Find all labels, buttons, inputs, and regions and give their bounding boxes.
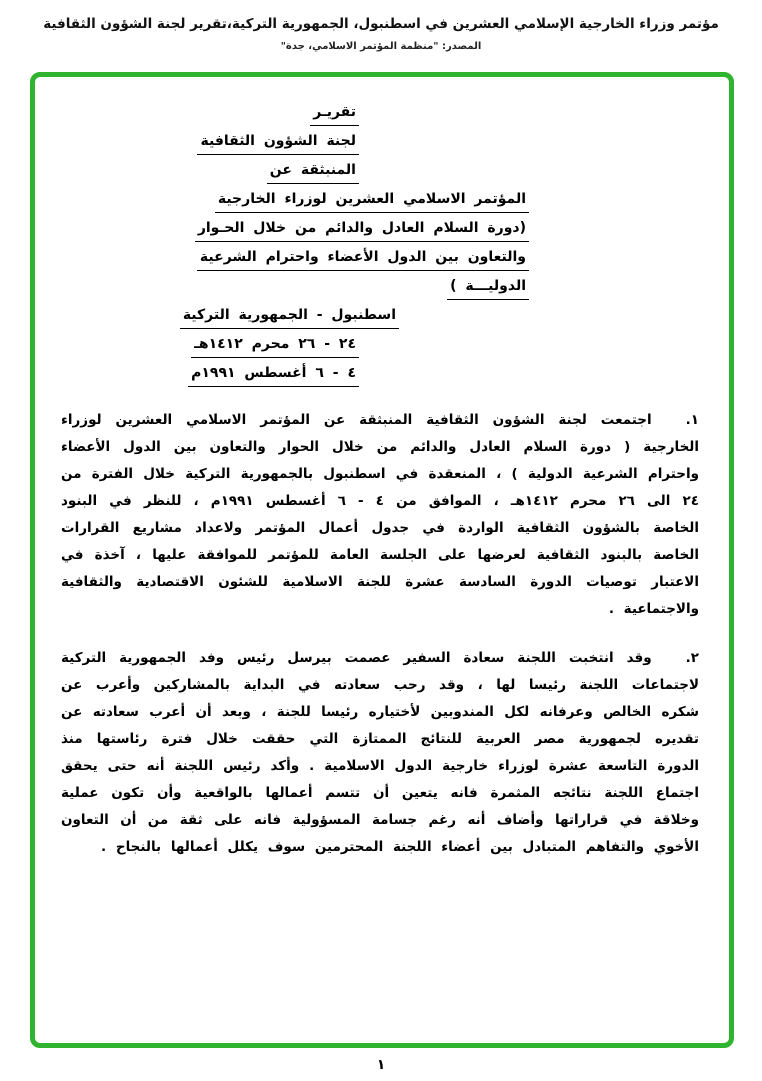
paragraph-1-text: اجتمعت لجنة الشؤون الثقافية المنبثقة عن المؤتمر الاسلامي العشرين لوزراء الخارجية ( دورة السلام العادل والدائم من خلال الحوار والتعاون بين الدول الأعضاء واحترام الشرعية الدولية ) ، المنعقدة في اسطنبول بالجمهورية التركية خلال الفترة من ٢٤ الى ٢٦ محرم ١٤١٢هـ ، الموافق من ٤ - ٦ أغسطس ١٩٩١م ، للنظر في البنود الخاصة بالشؤون الثقافية الواردة في جدول أعمال المؤتمر ولاعداد مشاريع القرارات الخاصة بالبنود الثقافية لعرضها على الجلسة العامة للمؤتمر للموافقة عليها ، آخذة في الاعتبار توصيات الدورة السادسة عشرة للجنة الاسلامية للشئون الاقتصادية والثقافية والاجتماعية . [61, 412, 699, 617]
document-frame [30, 72, 734, 1048]
report-title-block [61, 103, 699, 387]
title-line-emanating: المنبثقة عن [61, 161, 359, 184]
document-header-title: مؤتمر وزراء الخارجية الإسلامي العشرين في اسطنبول، الجمهورية التركية،تقرير لجنة الشؤون الثقافية [43, 16, 719, 32]
page-number: ١ [376, 1057, 386, 1073]
document-header-source: المصدر: "منظمة المؤتمر الاسلامي، جدة" [280, 41, 482, 52]
document-header [0, 16, 762, 52]
title-line-report: تقريـر [61, 103, 359, 126]
title-line-hijri-date: ٢٤ - ٢٦ محرم ١٤١٢هـ [61, 335, 359, 358]
title-line-location: اسطنبول - الجمهورية التركية [61, 306, 399, 329]
paragraph-2-text: وقد انتخبت اللجنة سعادة السفير عصمت بيرسل رئيس وفد الجمهورية التركية لاجتماعات اللجنة رئيسا لها ، وقد رحب سعادته في البداية بالمشاركين وأعرب عن شكره الخالص وعرفانه لكل المندوبين لأختياره رئيسا للجنة ، وبعد أن أعرب سعادته عن تقديره لجمهورية مصر العربية للنتائج الممتازة التي حققت خلال فترة رئاستها منذ الدورة التاسعة عشرة لوزراء خارجية الدول الاسلامية . وأكد رئيس اللجنة أنه حتى يحقق اجتماع اللجنة نتائجه المثمرة فانه يتعين أن تتسم أعمالها بالواقعية وأن تكون عملية وخلاقة في قراراتها وأضاف أنه رغم جسامة المسؤولية فانه على ثقة من أن التعاون الأخوي والتفاهم المتبادل بين أعضاء اللجنة المحترمين سوف يكلل أعمالها بالنجاح . [61, 650, 699, 855]
title-line-session-1: (دورة السلام العادل والدائم من خلال الحـوار [61, 219, 529, 242]
title-line-session-3: الدوليـــة ) [61, 277, 529, 300]
paragraph-2-number: ٢. [685, 650, 699, 666]
paragraph-2 [61, 645, 699, 861]
title-line-conference: المؤتمر الاسلامي العشرين لوزراء الخارجية [61, 190, 529, 213]
title-line-gregorian-date: ٤ - ٦ أغسطس ١٩٩١م [61, 364, 359, 387]
paragraph-1 [61, 407, 699, 623]
title-line-session-2: والتعاون بين الدول الأعضاء واحترام الشرعية [61, 248, 529, 271]
title-line-committee: لجنة الشؤون الثقافية [61, 132, 359, 155]
paragraph-1-number: ١. [685, 412, 699, 428]
